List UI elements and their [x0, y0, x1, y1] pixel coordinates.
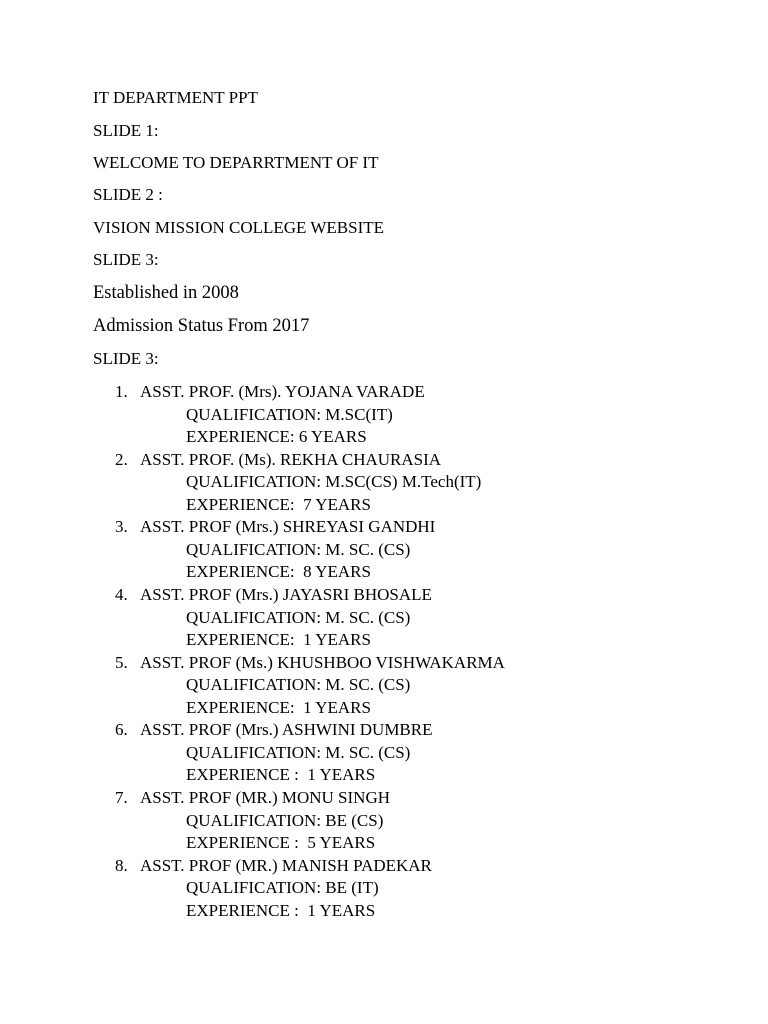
faculty-name: ASST. PROF (Mrs.) SHREYASI GANDHI	[140, 517, 436, 537]
faculty-name: ASST. PROF (Mrs.) ASHWINI DUMBRE	[140, 720, 433, 740]
slide-1-heading: SLIDE 1:	[93, 121, 159, 140]
slide-1-text: WELCOME TO DEPARRTMENT OF IT	[93, 153, 379, 172]
faculty-number: 7.	[115, 788, 128, 808]
faculty-qualification: QUALIFICATION: M. SC. (CS)	[186, 675, 411, 695]
faculty-experience: EXPERIENCE: 7 YEARS	[186, 494, 371, 514]
faculty-experience: EXPERIENCE: 1 YEARS	[186, 697, 371, 717]
admission-text: Admission Status From 2017	[93, 316, 310, 336]
slide-3b-heading: SLIDE 3:	[93, 349, 159, 368]
faculty-number: 6.	[115, 720, 128, 740]
faculty-number: 2.	[115, 449, 128, 469]
slide-3-heading: SLIDE 3:	[93, 250, 159, 269]
faculty-name: ASST. PROF (Mrs.) JAYASRI BHOSALE	[140, 585, 432, 605]
faculty-name: ASST. PROF. (Ms). REKHA CHAURASIA	[140, 449, 442, 469]
faculty-qualification: QUALIFICATION: M. SC. (CS)	[186, 742, 411, 762]
document-title: IT DEPARTMENT PPT	[93, 88, 258, 107]
faculty-experience: EXPERIENCE: 1 YEARS	[186, 630, 371, 650]
faculty-qualification: QUALIFICATION: M. SC. (CS)	[186, 539, 411, 559]
faculty-experience: EXPERIENCE: 8 YEARS	[186, 562, 371, 582]
faculty-number: 4.	[115, 585, 128, 605]
faculty-name: ASST. PROF (MR.) MANISH PADEKAR	[140, 855, 432, 875]
slide-2-heading: SLIDE 2 :	[93, 185, 163, 204]
faculty-qualification: QUALIFICATION: BE (CS)	[186, 810, 384, 830]
faculty-qualification: QUALIFICATION: BE (IT)	[186, 878, 379, 898]
faculty-number: 1.	[115, 382, 128, 401]
faculty-experience: EXPERIENCE: 6 YEARS	[186, 427, 367, 446]
faculty-number: 5.	[115, 652, 128, 672]
faculty-experience: EXPERIENCE : 1 YEARS	[186, 765, 376, 785]
faculty-number: 8.	[115, 855, 128, 875]
faculty-name: ASST. PROF. (Mrs). YOJANA VARADE	[140, 382, 425, 401]
faculty-experience: EXPERIENCE : 5 YEARS	[186, 833, 376, 853]
faculty-qualification: QUALIFICATION: M.SC(CS) M.Tech(IT)	[186, 472, 482, 492]
slide-2-text: VISION MISSION COLLEGE WEBSITE	[93, 218, 385, 237]
established-text: Established in 2008	[93, 283, 239, 303]
faculty-experience: EXPERIENCE : 1 YEARS	[186, 900, 376, 920]
faculty-number: 3.	[115, 517, 128, 537]
faculty-name: ASST. PROF (Ms.) KHUSHBOO VISHWAKARMA	[140, 652, 505, 672]
faculty-qualification: QUALIFICATION: M. SC. (CS)	[186, 607, 411, 627]
faculty-qualification: QUALIFICATION: M.SC(IT)	[186, 404, 393, 424]
faculty-name: ASST. PROF (MR.) MONU SINGH	[140, 788, 391, 808]
